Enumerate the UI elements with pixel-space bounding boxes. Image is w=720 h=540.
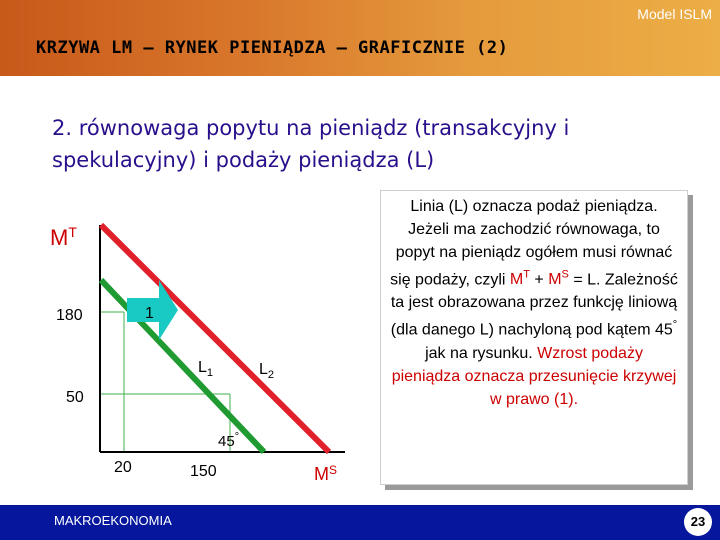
angle-label: 45° — [218, 431, 240, 450]
line-l1-label: $L_1$ — [198, 359, 214, 379]
line-l2 — [101, 225, 329, 452]
x-tick-150: 150 — [190, 463, 217, 480]
explanation-box — [380, 190, 688, 485]
shift-arrow-label: 1 — [145, 305, 154, 322]
page-number: 23 — [684, 508, 712, 536]
footer-bar — [0, 505, 720, 540]
footer-label: MAKROEKONOMIA — [54, 513, 172, 528]
line-l2-label: $L_2$ — [259, 361, 275, 381]
slide-heading: 2. równowaga popytu na pieniądz (transakcyjny i spekulacyjny) i podaży pieniądza (L) — [52, 116, 570, 172]
formula-ms: $M^S$ — [548, 269, 569, 289]
header-bar — [0, 0, 720, 76]
slide-title: KRZYWA LM – RYNEK PIENIĄDZA – GRAFICZNIE (2) — [36, 38, 509, 58]
y-tick-50: 50 — [66, 389, 84, 406]
y-axis-label: $M^T$ — [50, 224, 77, 250]
explanation-text: Linia (L) oznacza podaż pieniądza. Jeżeli ma zachodzić równowaga, to popyt na pieniądz ogółem musi równać się podaży, czyli $M^T + M^S = L$. Zależność ta jest obrazowana przez funkcję liniową (dla danego L) nachyloną pod kątem 45° jak na rysunku. Wzrost podaży pieniądza oznacza przesunięcie krzywej w prawo (1). — [390, 198, 678, 408]
y-tick-180: 180 — [56, 307, 83, 324]
lm-diagram — [0, 200, 370, 500]
x-axis-label: $M^S$ — [314, 463, 338, 484]
app-title: Model ISLM — [637, 6, 712, 22]
x-tick-20: 20 — [114, 459, 132, 476]
formula-mt: $M^T$ — [509, 269, 530, 289]
explanation-red-text: Wzrost podaży pieniądza oznacza przesunięcie krzywej w prawo (1). — [391, 344, 677, 408]
